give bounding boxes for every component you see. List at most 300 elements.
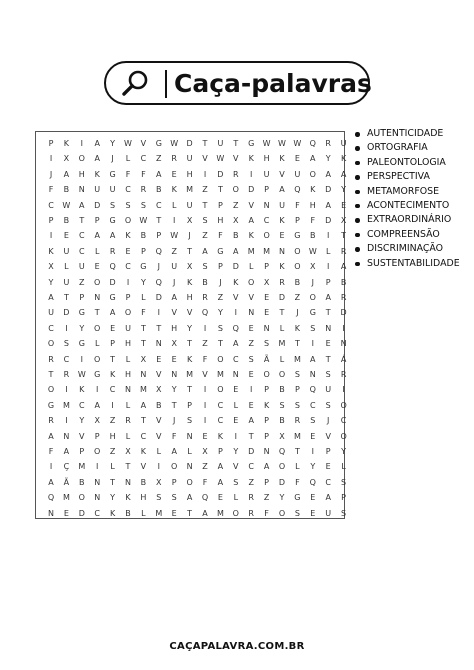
grid-letter[interactable]: U	[125, 323, 131, 333]
grid-letter[interactable]: I	[65, 385, 68, 395]
grid-letter[interactable]: Y	[79, 323, 85, 333]
grid-letter[interactable]: C	[109, 385, 116, 395]
grid-letter[interactable]: V	[140, 139, 147, 148]
grid-letter[interactable]: C	[140, 154, 147, 164]
grid-letter[interactable]: D	[340, 308, 347, 318]
grid-letter[interactable]: S	[217, 323, 223, 333]
grid-letter[interactable]: B	[156, 185, 162, 195]
grid-letter[interactable]: A	[94, 231, 100, 241]
grid-letter[interactable]: P	[264, 431, 269, 441]
grid-letter[interactable]: J	[219, 277, 222, 287]
grid-letter[interactable]: M	[247, 246, 255, 256]
grid-letter[interactable]: L	[279, 323, 285, 333]
grid-letter[interactable]: H	[186, 293, 193, 302]
grid-letter[interactable]: T	[217, 185, 223, 195]
grid-letter[interactable]: K	[125, 493, 131, 503]
grid-letter[interactable]: P	[79, 293, 85, 302]
grid-letter[interactable]: V	[233, 462, 239, 472]
grid-letter[interactable]: M	[278, 339, 286, 349]
grid-letter[interactable]: K	[125, 231, 131, 241]
grid-letter[interactable]: V	[156, 370, 162, 379]
grid-letter[interactable]: M	[78, 462, 86, 472]
grid-letter[interactable]: S	[325, 370, 331, 379]
grid-letter[interactable]: R	[48, 416, 54, 426]
grid-letter[interactable]: A	[340, 169, 347, 179]
grid-letter[interactable]: N	[78, 185, 85, 195]
grid-letter[interactable]: D	[248, 447, 255, 456]
grid-letter[interactable]: M	[186, 370, 194, 379]
grid-letter[interactable]: O	[278, 508, 286, 518]
grid-letter[interactable]: H	[140, 493, 147, 503]
grid-letter[interactable]: U	[325, 385, 332, 395]
grid-letter[interactable]: N	[186, 462, 193, 472]
grid-letter[interactable]: N	[155, 339, 162, 349]
grid-letter[interactable]: W	[77, 370, 86, 379]
grid-letter[interactable]: Y	[233, 447, 239, 456]
grid-letter[interactable]: T	[233, 139, 239, 148]
grid-letter[interactable]: A	[63, 169, 70, 179]
grid-letter[interactable]: G	[109, 169, 116, 179]
grid-letter[interactable]: C	[125, 185, 131, 195]
grid-letter[interactable]: I	[203, 416, 207, 426]
grid-letter[interactable]: R	[125, 416, 131, 426]
grid-letter[interactable]: L	[233, 400, 239, 410]
grid-letter[interactable]: C	[248, 462, 254, 472]
grid-letter[interactable]: O	[263, 231, 270, 241]
grid-letter[interactable]: K	[48, 246, 54, 256]
grid-letter[interactable]: X	[202, 447, 208, 456]
grid-letter[interactable]: M	[293, 354, 301, 364]
grid-letter[interactable]: I	[65, 416, 68, 426]
grid-letter[interactable]: R	[48, 354, 54, 364]
grid-letter[interactable]: X	[171, 339, 177, 349]
grid-letter[interactable]: T	[341, 231, 347, 241]
grid-letter[interactable]: R	[233, 169, 239, 179]
grid-letter[interactable]: N	[340, 339, 347, 349]
grid-letter[interactable]: V	[325, 431, 331, 441]
grid-letter[interactable]: H	[124, 339, 131, 349]
grid-letter[interactable]: C	[263, 216, 270, 225]
grid-letter[interactable]: I	[203, 323, 207, 333]
grid-letter[interactable]: A	[94, 139, 100, 148]
grid-letter[interactable]: G	[217, 246, 224, 256]
grid-letter[interactable]: U	[217, 139, 224, 148]
grid-letter[interactable]: L	[341, 462, 346, 472]
grid-letter[interactable]: N	[48, 508, 54, 518]
grid-letter[interactable]: D	[63, 308, 70, 318]
grid-letter[interactable]: X	[340, 216, 347, 225]
grid-letter[interactable]: G	[109, 293, 116, 302]
grid-letter[interactable]: O	[94, 323, 101, 333]
grid-letter[interactable]: N	[232, 370, 239, 379]
grid-letter[interactable]: T	[110, 354, 116, 364]
grid-letter[interactable]: P	[140, 246, 146, 256]
grid-letter[interactable]: X	[156, 385, 162, 395]
grid-letter[interactable]: L	[156, 447, 162, 456]
grid-letter[interactable]: E	[279, 231, 285, 241]
grid-letter[interactable]: O	[124, 216, 132, 225]
grid-letter[interactable]: D	[94, 200, 101, 210]
grid-letter[interactable]: L	[125, 154, 131, 164]
grid-letter[interactable]: D	[78, 508, 85, 518]
grid-letter[interactable]: R	[171, 154, 177, 164]
grid-letter[interactable]: A	[48, 477, 54, 487]
grid-letter[interactable]: R	[340, 293, 347, 302]
grid-letter[interactable]: K	[109, 508, 116, 518]
grid-letter[interactable]: I	[157, 462, 160, 472]
grid-letter[interactable]: M	[139, 385, 147, 395]
grid-letter[interactable]: G	[248, 139, 255, 148]
grid-letter[interactable]: L	[141, 293, 146, 302]
grid-letter[interactable]: L	[94, 339, 100, 349]
grid-letter[interactable]: L	[141, 508, 146, 518]
grid-letter[interactable]: A	[248, 416, 254, 426]
grid-letter[interactable]: M	[62, 493, 70, 503]
grid-letter[interactable]: Á	[340, 354, 347, 364]
grid-letter[interactable]: D	[248, 185, 255, 195]
grid-letter[interactable]: F	[202, 477, 208, 487]
grid-letter[interactable]: F	[171, 431, 177, 441]
grid-letter[interactable]: R	[202, 293, 208, 302]
grid-letter[interactable]: P	[110, 339, 115, 349]
grid-letter[interactable]: M	[293, 431, 301, 441]
grid-letter[interactable]: V	[233, 154, 239, 164]
grid-letter[interactable]: H	[171, 323, 178, 333]
grid-letter[interactable]: P	[125, 293, 131, 302]
grid-letter[interactable]: V	[202, 370, 208, 379]
grid-letter[interactable]: K	[294, 323, 301, 333]
grid-letter[interactable]: P	[325, 277, 331, 287]
grid-letter[interactable]: T	[140, 416, 146, 426]
grid-letter[interactable]: C	[340, 416, 347, 426]
grid-letter[interactable]: J	[311, 277, 314, 287]
grid-letter[interactable]: F	[264, 508, 269, 518]
grid-letter[interactable]: N	[279, 246, 285, 256]
grid-letter[interactable]: O	[248, 277, 255, 287]
grid-letter[interactable]: R	[248, 508, 254, 518]
grid-letter[interactable]: K	[63, 139, 70, 148]
grid-letter[interactable]: X	[263, 277, 270, 287]
grid-letter[interactable]: N	[94, 293, 101, 302]
grid-letter[interactable]: A	[171, 447, 177, 456]
grid-letter[interactable]: S	[279, 400, 285, 410]
grid-letter[interactable]: U	[340, 139, 347, 148]
grid-letter[interactable]: V	[171, 308, 177, 318]
grid-letter[interactable]: A	[109, 308, 116, 318]
grid-letter[interactable]: O	[78, 154, 85, 164]
grid-letter[interactable]: C	[310, 400, 316, 410]
grid-letter[interactable]: Z	[171, 246, 177, 256]
grid-letter[interactable]: Z	[202, 231, 208, 241]
grid-letter[interactable]: S	[63, 339, 69, 349]
grid-letter[interactable]: X	[94, 416, 100, 426]
grid-letter[interactable]: B	[140, 477, 147, 487]
grid-letter[interactable]: I	[96, 462, 99, 472]
grid-letter[interactable]: A	[217, 462, 224, 472]
grid-letter[interactable]: E	[94, 262, 100, 272]
grid-letter[interactable]: P	[217, 262, 223, 272]
grid-letter[interactable]: N	[309, 370, 316, 379]
grid-letter[interactable]: E	[233, 416, 239, 426]
grid-letter[interactable]: Z	[202, 339, 208, 349]
grid-letter[interactable]: R	[109, 246, 116, 256]
grid-letter[interactable]: Q	[155, 246, 162, 256]
grid-letter[interactable]: C	[48, 323, 54, 333]
grid-letter[interactable]: S	[125, 200, 131, 210]
grid-letter[interactable]: Q	[294, 185, 301, 195]
grid-letter[interactable]: P	[187, 400, 192, 410]
grid-letter[interactable]: S	[248, 354, 254, 364]
grid-letter[interactable]: K	[279, 262, 285, 272]
grid-letter[interactable]: N	[125, 385, 131, 395]
grid-letter[interactable]: H	[217, 216, 224, 225]
grid-letter[interactable]: Z	[248, 477, 254, 487]
grid-letter[interactable]: E	[171, 508, 177, 518]
grid-letter[interactable]: S	[310, 416, 316, 426]
grid-letter[interactable]: W	[124, 139, 132, 148]
grid-letter[interactable]: D	[186, 139, 193, 148]
grid-letter[interactable]: J	[173, 416, 176, 426]
grid-letter[interactable]: A	[156, 169, 162, 179]
grid-letter[interactable]: G	[47, 400, 55, 410]
grid-letter[interactable]: B	[202, 277, 208, 287]
grid-letter[interactable]: X	[186, 216, 193, 225]
grid-letter[interactable]: N	[263, 447, 270, 456]
grid-letter[interactable]: O	[186, 477, 193, 487]
grid-letter[interactable]: E	[171, 169, 177, 179]
grid-letter[interactable]: T	[187, 246, 193, 256]
grid-letter[interactable]: E	[202, 431, 208, 441]
grid-letter[interactable]: I	[203, 400, 207, 410]
grid-letter[interactable]: W	[216, 154, 225, 164]
grid-letter[interactable]: F	[141, 169, 146, 179]
grid-letter[interactable]: F	[202, 354, 208, 364]
grid-letter[interactable]: O	[124, 308, 132, 318]
grid-letter[interactable]: C	[125, 262, 131, 272]
grid-letter[interactable]: D	[325, 216, 332, 225]
grid-letter[interactable]: Y	[325, 154, 331, 164]
grid-letter[interactable]: B	[63, 185, 70, 195]
grid-letter[interactable]: R	[340, 370, 347, 379]
grid-letter[interactable]: A	[325, 293, 331, 302]
grid-letter[interactable]: D	[155, 293, 162, 302]
grid-letter[interactable]: S	[156, 493, 162, 503]
grid-letter[interactable]: V	[156, 416, 162, 426]
grid-letter[interactable]: J	[49, 169, 53, 179]
grid-letter[interactable]: D	[278, 477, 286, 487]
grid-letter[interactable]: S	[140, 200, 146, 210]
grid-letter[interactable]: C	[233, 354, 239, 364]
grid-letter[interactable]: S	[110, 200, 116, 210]
grid-letter[interactable]: T	[187, 508, 193, 518]
grid-letter[interactable]: O	[47, 339, 55, 349]
grid-letter[interactable]: B	[63, 216, 70, 225]
grid-letter[interactable]: D	[232, 262, 239, 272]
grid-letter[interactable]: L	[248, 262, 254, 272]
grid-letter[interactable]: T	[48, 370, 54, 379]
grid-letter[interactable]: B	[156, 400, 162, 410]
grid-letter[interactable]: U	[263, 169, 270, 179]
grid-letter[interactable]: A	[79, 200, 85, 210]
grid-letter[interactable]: A	[310, 354, 316, 364]
grid-letter[interactable]: T	[79, 216, 85, 225]
grid-letter[interactable]: B	[233, 231, 239, 241]
grid-letter[interactable]: D	[325, 185, 332, 195]
grid-letter[interactable]: U	[94, 185, 101, 195]
grid-letter[interactable]: H	[78, 169, 85, 179]
grid-letter[interactable]: O	[94, 354, 101, 364]
grid-letter[interactable]: A	[310, 154, 316, 164]
grid-letter[interactable]: I	[80, 139, 83, 148]
grid-letter[interactable]: I	[250, 385, 253, 395]
grid-letter[interactable]: K	[79, 385, 85, 395]
grid-letter[interactable]: I	[65, 323, 68, 333]
grid-letter[interactable]: T	[217, 339, 223, 349]
grid-letter[interactable]: Z	[233, 200, 239, 210]
grid-letter[interactable]: A	[171, 293, 177, 302]
grid-letter[interactable]: Y	[217, 308, 223, 318]
grid-letter[interactable]: O	[263, 370, 270, 379]
grid-letter[interactable]: E	[325, 462, 331, 472]
grid-letter[interactable]: I	[96, 385, 99, 395]
grid-letter[interactable]: C	[94, 508, 100, 518]
grid-letter[interactable]: C	[140, 431, 147, 441]
grid-letter[interactable]: B	[279, 385, 285, 395]
grid-letter[interactable]: Z	[248, 339, 254, 349]
grid-letter[interactable]: O	[217, 354, 224, 364]
grid-letter[interactable]: A	[233, 339, 239, 349]
grid-letter[interactable]: O	[294, 246, 301, 256]
grid-letter[interactable]: F	[295, 200, 300, 210]
grid-letter[interactable]: C	[217, 416, 224, 426]
grid-letter[interactable]: S	[341, 508, 347, 518]
grid-letter[interactable]: W	[308, 246, 317, 256]
grid-letter[interactable]: A	[109, 231, 116, 241]
grid-letter[interactable]: E	[63, 231, 69, 241]
grid-letter[interactable]: R	[325, 139, 331, 148]
grid-letter[interactable]: A	[140, 400, 147, 410]
grid-letter[interactable]: U	[48, 308, 54, 318]
grid-letter[interactable]: L	[187, 447, 192, 456]
grid-letter[interactable]: C	[79, 400, 85, 410]
grid-letter[interactable]: V	[233, 293, 239, 302]
grid-letter[interactable]: U	[63, 246, 70, 256]
grid-letter[interactable]: G	[109, 216, 116, 225]
grid-letter[interactable]: O	[217, 385, 224, 395]
grid-letter[interactable]: S	[294, 400, 300, 410]
grid-letter[interactable]: S	[202, 216, 208, 225]
grid-letter[interactable]: O	[94, 277, 101, 287]
grid-letter[interactable]: Z	[202, 185, 208, 195]
grid-letter[interactable]: J	[327, 416, 330, 426]
grid-letter[interactable]: A	[325, 493, 331, 503]
grid-letter[interactable]: M	[62, 400, 70, 410]
grid-letter[interactable]: Q	[309, 477, 316, 487]
grid-letter[interactable]: M	[216, 370, 224, 379]
grid-letter[interactable]: U	[294, 169, 301, 179]
grid-letter[interactable]: M	[155, 508, 163, 518]
grid-letter[interactable]: U	[63, 277, 70, 287]
grid-letter[interactable]: A	[263, 462, 270, 472]
grid-letter[interactable]: W	[293, 139, 302, 148]
grid-letter[interactable]: T	[94, 308, 100, 318]
grid-letter[interactable]: N	[63, 431, 70, 441]
grid-letter[interactable]: L	[125, 400, 131, 410]
grid-letter[interactable]: W	[139, 216, 148, 225]
grid-letter[interactable]: L	[125, 431, 131, 441]
grid-letter[interactable]: S	[233, 477, 239, 487]
grid-letter[interactable]: A	[202, 246, 208, 256]
grid-letter[interactable]: B	[294, 277, 301, 287]
grid-letter[interactable]: O	[47, 385, 55, 395]
grid-letter[interactable]: F	[48, 185, 54, 195]
grid-letter[interactable]: O	[232, 185, 239, 195]
grid-letter[interactable]: T	[156, 216, 162, 225]
grid-letter[interactable]: I	[157, 308, 160, 318]
grid-letter[interactable]: U	[279, 200, 285, 210]
grid-letter[interactable]: I	[250, 169, 253, 179]
grid-letter[interactable]: H	[263, 154, 270, 164]
grid-letter[interactable]: R	[279, 277, 285, 287]
grid-letter[interactable]: Y	[341, 447, 347, 456]
grid-letter[interactable]: J	[173, 277, 176, 287]
grid-letter[interactable]: E	[325, 339, 331, 349]
grid-letter[interactable]: M	[216, 508, 224, 518]
grid-letter[interactable]: P	[171, 477, 177, 487]
grid-letter[interactable]: E	[125, 246, 131, 256]
grid-letter[interactable]: E	[156, 354, 162, 364]
grid-letter[interactable]: I	[49, 462, 53, 472]
grid-letter[interactable]: P	[48, 216, 54, 225]
grid-letter[interactable]: Y	[110, 139, 116, 148]
grid-letter[interactable]: H	[124, 370, 131, 379]
grid-letter[interactable]: Z	[109, 447, 116, 456]
grid-letter[interactable]: E	[264, 308, 270, 318]
grid-letter[interactable]: H	[309, 200, 316, 210]
grid-letter[interactable]: T	[110, 477, 116, 487]
grid-letter[interactable]: G	[140, 262, 147, 272]
grid-letter[interactable]: E	[233, 385, 239, 395]
grid-letter[interactable]: E	[110, 323, 116, 333]
grid-letter[interactable]: C	[48, 200, 54, 210]
grid-letter[interactable]: N	[263, 200, 270, 210]
grid-letter[interactable]: N	[186, 431, 193, 441]
grid-letter[interactable]: O	[78, 493, 85, 503]
grid-letter[interactable]: L	[171, 200, 177, 210]
grid-letter[interactable]: G	[155, 139, 162, 148]
grid-letter[interactable]: Z	[156, 154, 162, 164]
grid-letter[interactable]: W	[170, 139, 179, 148]
grid-letter[interactable]: J	[296, 308, 299, 318]
grid-letter[interactable]: Q	[155, 277, 162, 287]
grid-letter[interactable]: Q	[309, 385, 316, 395]
grid-letter[interactable]: P	[325, 447, 331, 456]
grid-letter[interactable]: E	[294, 154, 300, 164]
grid-letter[interactable]: A	[340, 262, 347, 272]
grid-letter[interactable]: T	[63, 293, 69, 302]
grid-letter[interactable]: B	[140, 231, 147, 241]
grid-letter[interactable]: B	[125, 508, 131, 518]
grid-letter[interactable]: K	[171, 185, 177, 195]
grid-letter[interactable]: L	[110, 462, 115, 472]
grid-letter[interactable]: R	[340, 246, 347, 256]
grid-letter[interactable]: P	[341, 493, 346, 503]
grid-letter[interactable]: P	[294, 385, 300, 395]
grid-letter[interactable]: D	[217, 169, 224, 179]
grid-letter[interactable]: E	[310, 508, 316, 518]
grid-letter[interactable]: T	[140, 323, 146, 333]
grid-letter[interactable]: P	[294, 216, 300, 225]
